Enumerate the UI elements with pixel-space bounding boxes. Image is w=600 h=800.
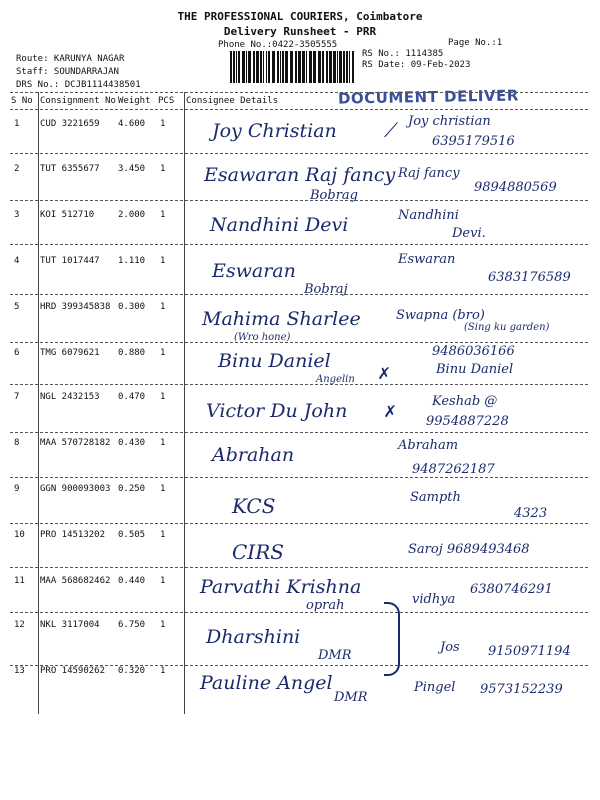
consignee-name-handwritten: Eswaran	[212, 260, 296, 282]
row-pcs: 1	[160, 348, 166, 358]
row-weight: 0.470	[118, 392, 146, 402]
signature: Raj fancy	[398, 166, 460, 181]
consignee-name-handwritten: Pauline Angel	[200, 672, 333, 694]
row-pcs: 1	[160, 302, 166, 312]
column-header-weight: Weight	[118, 96, 151, 106]
signature: Eswaran	[398, 252, 456, 267]
row-weight: 0.440	[118, 576, 146, 586]
page-number: Page No.:1	[448, 38, 503, 48]
row-weight: 3.450	[118, 164, 146, 174]
row-consignment-no: TUT 1017447	[40, 256, 100, 266]
row-sno: 5	[14, 302, 20, 312]
runsheet-title: Delivery Runsheet - PRR	[223, 25, 377, 38]
consignee-name-handwritten: Abrahan	[212, 444, 295, 466]
signature: Sampth	[410, 490, 461, 505]
row-consignment-no: PRO 14590262	[40, 666, 106, 676]
row-divider	[10, 200, 588, 201]
consignee-name-secondary: Bobrag	[310, 188, 358, 203]
signature: 9486036166	[432, 344, 515, 359]
consignee-name-handwritten: Parvathi Krishna	[200, 576, 362, 598]
contact-number: 9150971194	[488, 644, 571, 659]
row-sno: 2	[14, 164, 20, 174]
row-weight: 4.600	[118, 119, 146, 129]
cross-mark-icon: ✗	[378, 360, 391, 384]
phone-number: Phone No.:0422-3505555	[218, 40, 338, 50]
consignee-name-secondary: Angelin	[316, 374, 355, 385]
column-header-consignee: Consignee Details	[186, 96, 279, 106]
row-divider	[10, 432, 588, 433]
row-weight: 2.000	[118, 210, 146, 220]
row-sno: 12	[14, 620, 25, 630]
signature: Nandhini	[398, 208, 459, 223]
consignee-name-secondary: oprah	[306, 598, 345, 613]
row-pcs: 1	[160, 666, 166, 676]
signature: Abraham	[398, 438, 459, 453]
row-sno: 11	[14, 576, 25, 586]
row-weight: 0.250	[118, 484, 146, 494]
column-header-consignment: Consignment No	[40, 96, 116, 106]
row-consignment-no: CUD 3221659	[40, 119, 100, 129]
cross-mark-icon: ✗	[384, 398, 397, 422]
row-pcs: 1	[160, 210, 166, 220]
contact-number: (Sing ku garden)	[464, 322, 550, 333]
row-consignment-no: HRD 399345838	[40, 302, 111, 312]
staff-label: Staff: SOUNDARRAJAN	[16, 67, 119, 77]
signature: Swapna (bro)	[396, 308, 485, 323]
consignee-name-handwritten: Mahima Sharlee	[202, 308, 361, 330]
grouping-brace	[384, 602, 400, 676]
signature: Keshab @	[432, 394, 498, 409]
signature: Pingel	[414, 680, 456, 695]
row-sno: 4	[14, 256, 20, 266]
row-sno: 7	[14, 392, 20, 402]
row-sno: 3	[14, 210, 20, 220]
column-header-sno: S No	[11, 96, 33, 106]
row-pcs: 1	[160, 438, 166, 448]
consignee-name-handwritten: Dharshini	[206, 626, 301, 648]
rs-number: RS No.: 1114385	[362, 49, 444, 59]
row-weight: 0.880	[118, 348, 146, 358]
column-divider-details	[184, 92, 185, 714]
contact-number: 9894880569	[474, 180, 557, 195]
row-pcs: 1	[160, 119, 166, 129]
row-sno: 13	[14, 666, 25, 676]
row-divider	[10, 153, 588, 154]
row-divider	[10, 384, 588, 385]
rs-date: RS Date: 09-Feb-2023	[362, 60, 471, 70]
row-consignment-no: TUT 6355677	[40, 164, 100, 174]
consignee-name-secondary: DMR	[318, 648, 352, 663]
header-rule	[10, 109, 588, 110]
row-divider	[10, 567, 588, 568]
company-title: THE PROFESSIONAL COURIERS, Coimbatore	[177, 10, 423, 23]
signature: Joy christian	[408, 114, 491, 129]
table-top-rule	[10, 92, 588, 93]
row-divider	[10, 244, 588, 245]
contact-number: 9573152239	[480, 682, 563, 697]
row-sno: 6	[14, 348, 20, 358]
row-consignment-no: NKL 3117004	[40, 620, 100, 630]
route-label: Route: KARUNYA NAGAR	[16, 54, 125, 64]
row-pcs: 1	[160, 392, 166, 402]
row-divider	[10, 612, 588, 613]
tick-mark-icon: ⟋	[384, 118, 398, 142]
drs-number: DRS No.: DCJB1114438501	[16, 80, 141, 90]
consignee-name-secondary: DMR	[334, 690, 368, 705]
signature: Saroj 9689493468	[408, 542, 530, 557]
row-consignment-no: KOI 512710	[40, 210, 95, 220]
row-weight: 0.505	[118, 530, 146, 540]
row-weight: 6.750	[118, 620, 146, 630]
contact-number: Binu Daniel	[436, 362, 514, 377]
row-weight: 0.320	[118, 666, 146, 676]
signature: Jos	[440, 640, 460, 655]
contact-number: 9487262187	[412, 462, 495, 477]
row-divider	[10, 294, 588, 295]
contact-number: 6383176589	[488, 270, 571, 285]
row-pcs: 1	[160, 530, 166, 540]
contact-number: 9954887228	[426, 414, 509, 429]
row-pcs: 1	[160, 576, 166, 586]
row-weight: 0.300	[118, 302, 146, 312]
consignee-name-handwritten: Nandhini Devi	[210, 214, 349, 236]
row-divider	[10, 523, 588, 524]
row-consignment-no: GGN 900093003	[40, 484, 111, 494]
contact-number: 6395179516	[432, 134, 515, 149]
consignee-name-handwritten: Joy Christian	[212, 120, 337, 142]
row-divider	[10, 477, 588, 478]
row-divider	[10, 342, 588, 343]
consignee-name-handwritten: Esawaran Raj fancy	[204, 164, 396, 186]
signature: vidhya	[412, 592, 456, 607]
barcode-image	[230, 51, 356, 83]
consignee-name-handwritten: KCS	[232, 494, 276, 518]
row-sno: 9	[14, 484, 20, 494]
row-sno: 8	[14, 438, 20, 448]
row-consignment-no: MAA 570728182	[40, 438, 111, 448]
column-header-pcs: PCS	[158, 96, 175, 106]
contact-number: 6380746291	[470, 582, 553, 597]
contact-number: Devi.	[452, 226, 486, 241]
consignee-name-handwritten: Binu Daniel	[218, 350, 331, 372]
row-consignment-no: TMG 6079621	[40, 348, 100, 358]
consignee-name-secondary: (Wro hone)	[234, 332, 291, 343]
row-pcs: 1	[160, 256, 166, 266]
column-divider-sno	[38, 92, 39, 714]
row-consignment-no: NGL 2432153	[40, 392, 100, 402]
consignee-name-secondary: Bobraj	[304, 282, 348, 297]
row-pcs: 1	[160, 484, 166, 494]
row-consignment-no: PRO 14513202	[40, 530, 106, 540]
row-sno: 1	[14, 119, 20, 129]
row-weight: 0.430	[118, 438, 146, 448]
consignee-name-handwritten: CIRS	[232, 540, 284, 564]
delivery-stamp: DOCUMENT DELIVER	[337, 86, 519, 108]
row-pcs: 1	[160, 620, 166, 630]
row-sno: 10	[14, 530, 25, 540]
row-weight: 1.110	[118, 256, 146, 266]
row-consignment-no: MAA 568682462	[40, 576, 111, 586]
consignee-name-handwritten: Victor Du John	[206, 400, 348, 422]
contact-number: 4323	[514, 506, 548, 521]
row-pcs: 1	[160, 164, 166, 174]
